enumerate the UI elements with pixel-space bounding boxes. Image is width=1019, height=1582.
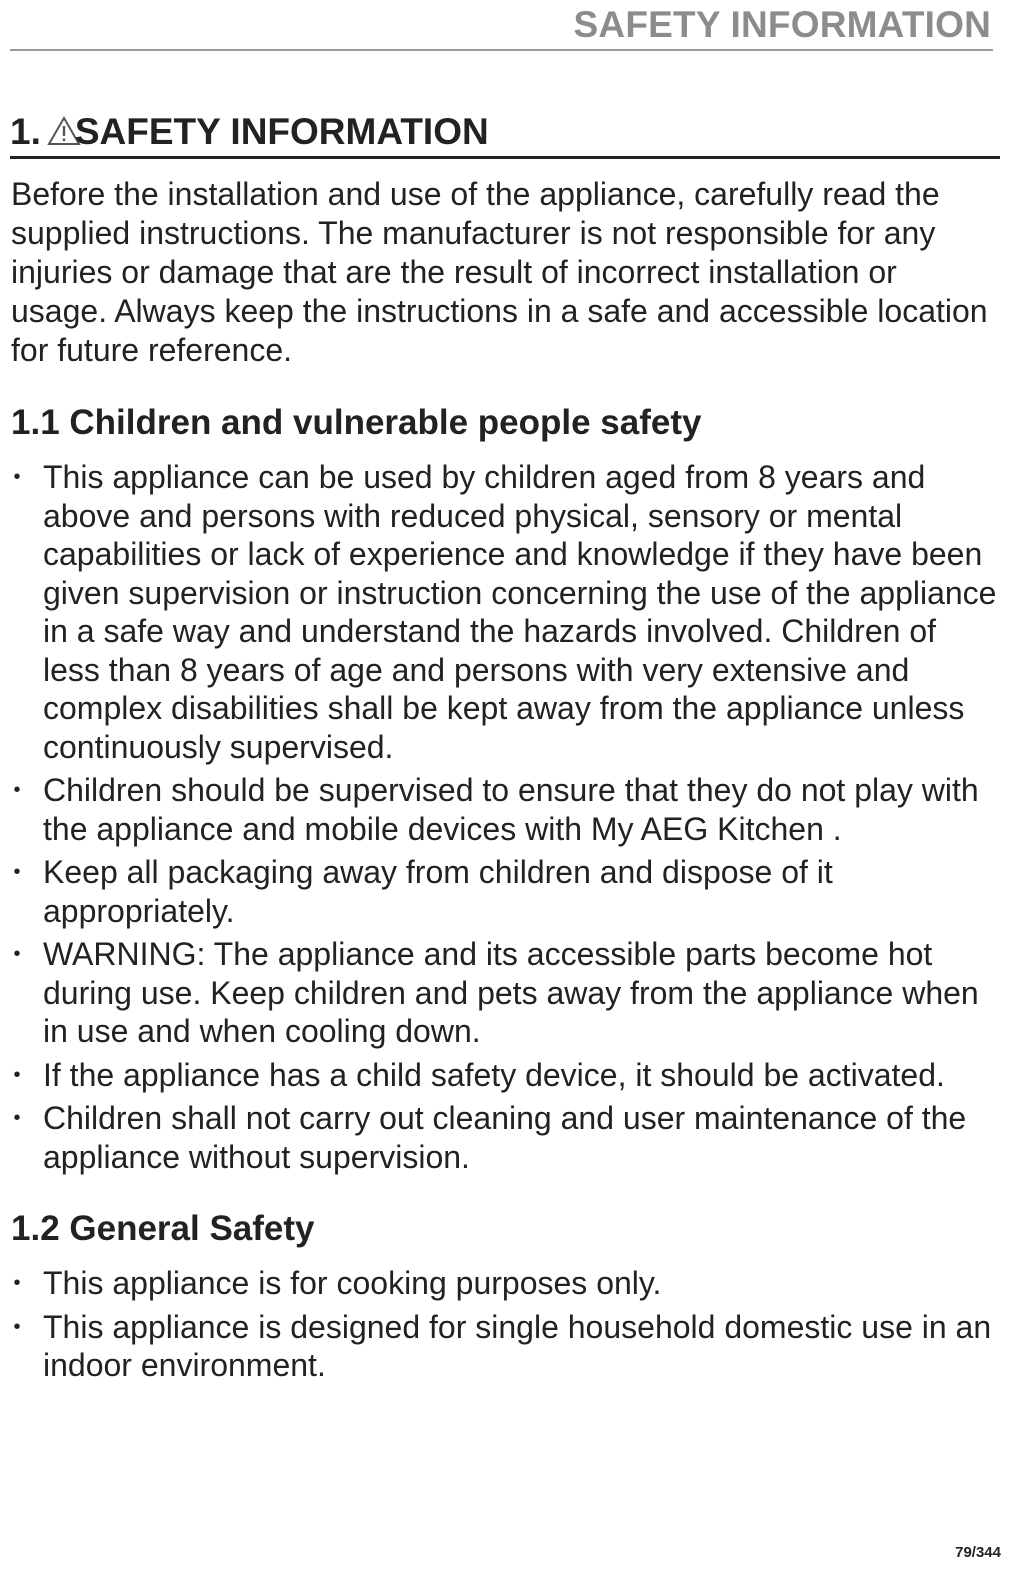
list-item: • Children should be supervised to ensure that they do not play with the appliance and mobile devices with My AEG Kitchen . [11, 771, 1001, 848]
bullet-icon: • [13, 1107, 21, 1129]
title-divider [10, 156, 1000, 159]
list-item: • Keep all packaging away from children and dispose of it appropriately. [11, 853, 1001, 930]
section-title [10, 110, 489, 154]
page-content [11, 175, 1001, 1390]
list-item: • WARNING: The appliance and its accessible parts become hot during use. Keep children and pets away from the appliance when in use and when cooling down. [11, 935, 1001, 1051]
bullet-icon: • [13, 466, 21, 488]
list-item: • If the appliance has a child safety device, it should be activated. [11, 1056, 1001, 1095]
page-number: 79/344 [955, 1544, 1001, 1561]
list-item: • This appliance is designed for single household domestic use in an indoor environment. [11, 1308, 1001, 1385]
list-item: • Children shall not carry out cleaning and user maintenance of the appliance without supervision. [11, 1099, 1001, 1176]
general-safety-list [11, 1264, 1001, 1385]
subsection-title-general: 1.2 General Safety [11, 1209, 315, 1248]
children-safety-list [11, 458, 1001, 1176]
bullet-icon: • [13, 1063, 21, 1086]
header-divider [10, 49, 993, 51]
section-title-text: SAFETY INFORMATION [74, 111, 489, 152]
bullet-icon: • [13, 943, 21, 965]
bullet-icon: • [13, 1272, 21, 1294]
bullet-icon: • [13, 1315, 21, 1338]
list-item: • This appliance can be used by children aged from 8 years and above and persons with reduced physical, sensory or mental capabilities or lack of experience and knowledge if they have been given supervision or instruction concerning the use of the appliance in a safe way and understand the hazards involved. Children of less than 8 years of age and persons with very extensive and complex disabilities shall be kept away from the appliance unless continuously supervised. [11, 458, 1001, 766]
list-item: • This appliance is for cooking purposes only. [11, 1264, 1001, 1303]
subsection-title-children: 1.1 Children and vulnerable people safety [11, 403, 702, 442]
running-header: SAFETY INFORMATION [573, 4, 991, 45]
bullet-icon: • [13, 861, 21, 883]
bullet-icon: • [13, 779, 21, 801]
intro-paragraph: Before the installation and use of the appliance, carefully read the supplied instructions. The manufacturer is not responsible for any injuries or damage that are the result of incorrect installation or usage. Always keep the instructions in a safe and accessible location for future reference. [11, 176, 988, 368]
section-number: 1. [10, 111, 41, 152]
